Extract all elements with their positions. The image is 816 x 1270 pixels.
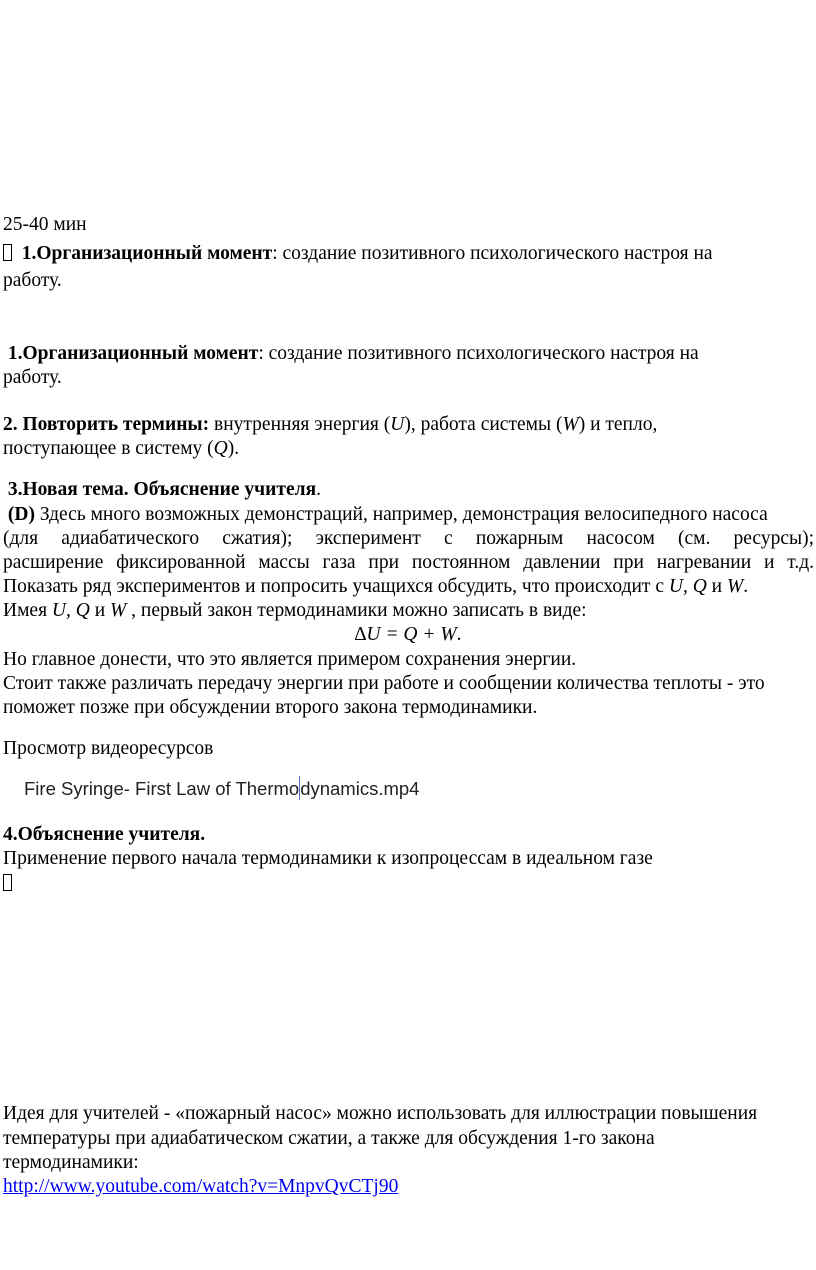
item3-text: Имея [3,600,52,621]
bullet-symbol-icon [3,874,12,891]
var-w: W [562,414,579,435]
item3-line2: (для адиабатического сжатия); эксперимент с пожарным насосом (см. ресурсы); [3,528,814,549]
item3-line1 [3,503,768,527]
var-w: W [110,600,127,621]
item3-title: 3.Новая тема. Объяснение учителя [7,479,317,500]
item3-text: и [706,576,727,597]
item1-bullet-line2: работу. [3,270,62,291]
item2-line2 [3,437,239,461]
item1-rest: : создание позитивного психологического настроя на [258,343,699,364]
idea-line1: Идея для учителей - «пожарный насос» можно использовать для иллюстрации повышения [3,1103,758,1124]
var-q: Q [213,438,228,459]
item3-text: Показать ряд экспериментов и попросить учащихся обсудить, что происходит с [3,576,669,597]
item1-bullet-line [3,242,713,266]
item1-line2: работу. [3,367,62,388]
item4-title: 4.Объяснение учителя. [3,824,206,845]
item2-text: внутренняя энергия ( [209,414,391,435]
duration-text: 25-40 мин [3,214,87,235]
formula-body: U = Q + W [366,624,457,645]
item1-title: 1.Организационный момент [7,343,259,364]
item3-text: , первый закон термодинамики можно записать в виде: [126,600,587,621]
item3-line7: Стоит также различать передачу энергии при работе и сообщении количества теплоты - это [3,673,765,694]
vars-uq: U, Q [668,576,707,597]
var-u: U [390,414,405,435]
item2-text: поступающее в систему ( [3,438,214,459]
video-file-name-b: dynamics.mp4 [300,778,420,799]
youtube-link[interactable]: http://www.youtube.com/watch?v=MnpvQvCTj90 [3,1176,399,1197]
item1-bullet-rest: : создание позитивного психологического настроя на [272,243,713,264]
idea-link-line [3,1175,398,1199]
item4-text: Применение первого начала термодинамики к изопроцессам в идеальном газе [3,848,653,869]
vars-uq: U, Q [51,600,90,621]
bullet-symbol-icon [3,244,12,261]
item2-text: ) и тепло, [578,414,658,435]
item3-line8: поможет позже при обсуждении второго закона термодинамики. [3,697,538,718]
video-heading: Просмотр видеоресурсов [3,738,214,759]
item1-bullet-title: 1.Организационный момент [21,243,273,264]
item3-line5 [3,599,587,623]
item2-line [3,413,657,437]
item3-title-end: . [316,479,321,500]
item4-bullet [3,872,12,896]
video-file-name-a: Fire Syringe- First Law of Thermo [24,778,300,799]
item3-text: и [89,600,111,621]
var-w: W [726,576,744,597]
formula-end: . [456,624,462,645]
d-label: (D) [7,504,35,525]
item3-text: . [743,576,749,597]
formula [0,623,816,647]
item3-line4 [3,575,748,599]
item3-line6: Но главное донести, что это является примером сохранения энергии. [3,649,577,670]
item2-text: ), работа системы ( [404,414,563,435]
item3-line3: расширение фиксированной массы газа при постоянном давлении при нагревании и т.д. [3,552,814,573]
item1-line [3,342,699,366]
item2-text: ). [227,438,240,459]
item3-heading [3,478,321,502]
item2-title: 2. Повторить термины: [3,414,210,435]
idea-line2: температуры при адиабатическом сжатии, а также для обсуждения 1-го закона [3,1128,655,1149]
video-file-link[interactable] [24,776,419,800]
item3-text: Здесь много возможных демонстраций, например, демонстрация велосипедного насоса [34,504,768,525]
idea-line3: термодинамики: [3,1152,139,1173]
delta-symbol: ∆ [354,624,367,645]
